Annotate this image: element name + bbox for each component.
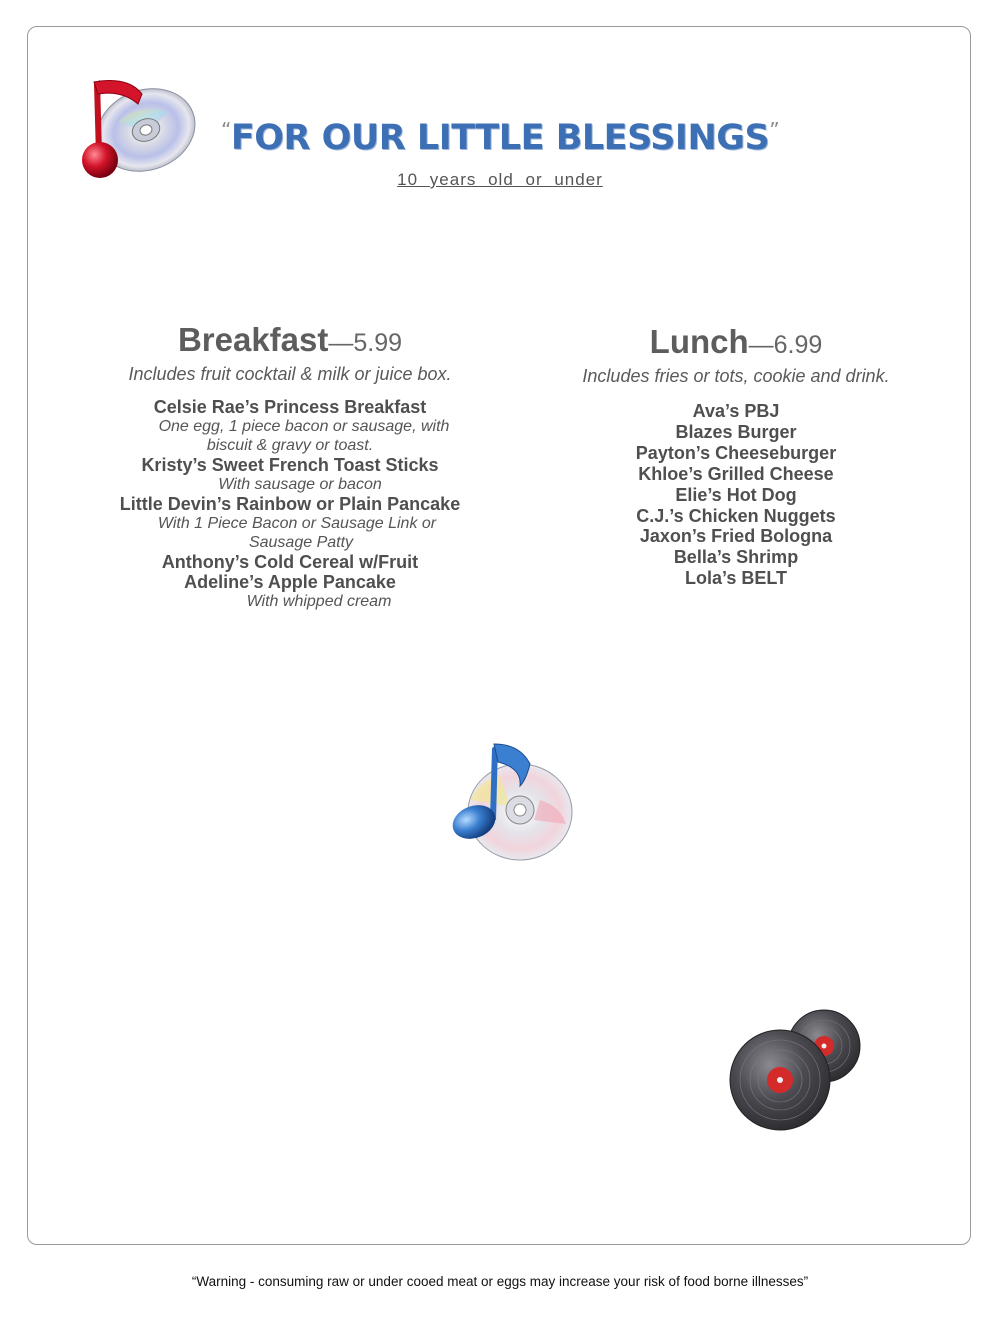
menu-item-detail: One egg, 1 piece bacon or sausage, with <box>158 418 450 435</box>
menu-item-detail: biscuit & gravy or toast. <box>206 437 374 454</box>
lunch-price: —6.99 <box>748 331 823 359</box>
menu-title <box>0 118 1000 158</box>
menu-item-name: Anthony’s Cold Cereal w/Fruit <box>161 552 419 572</box>
breakfast-description: Includes fruit cocktail & milk or juice box. <box>128 364 452 384</box>
open-quote: “ <box>220 118 231 142</box>
menu-item-name: Khloe’s Grilled Cheese <box>638 463 834 484</box>
menu-item-name: Celsie Rae’s Princess Breakfast <box>153 397 427 417</box>
breakfast-heading <box>100 318 480 362</box>
food-safety-warning: “Warning - consuming raw or under cooed meat or eggs may increase your risk of food borne illnesses” <box>191 1274 809 1289</box>
breakfast-section <box>100 318 480 611</box>
menu-item-name: Jaxon’s Fried Bologna <box>639 526 833 547</box>
menu-item-name: C.J.’s Chicken Nuggets <box>636 505 836 526</box>
lunch-name: Lunch <box>649 323 749 360</box>
breakfast-name: Breakfast <box>177 321 329 358</box>
lunch-heading <box>546 320 926 364</box>
menu-item-name: Payton’s Cheeseburger <box>635 442 837 463</box>
age-subtitle-text: 10 years old or under <box>397 170 603 189</box>
menu-item-detail: Sausage Patty <box>248 534 354 551</box>
title-text: FOR OUR LITTLE BLESSINGS <box>230 118 770 158</box>
blue-music-note-cd-icon <box>440 740 580 868</box>
lunch-section <box>546 320 926 589</box>
menu-item-detail: With 1 Piece Bacon or Sausage Link or <box>157 515 437 532</box>
age-subtitle <box>0 170 1000 190</box>
menu-item-name: Bella’s Shrimp <box>673 547 799 568</box>
menu-item-name: Blazes Burger <box>675 421 797 442</box>
breakfast-price: —5.99 <box>328 329 403 357</box>
lunch-description: Includes fries or tots, cookie and drink. <box>582 366 890 386</box>
lunch-items <box>546 401 926 589</box>
menu-item-detail: With sausage or bacon <box>218 476 382 493</box>
menu-item-name: Ava’s PBJ <box>692 401 780 421</box>
breakfast-items <box>100 397 480 611</box>
vinyl-records-icon <box>724 1008 869 1138</box>
menu-item-name: Kristy’s Sweet French Toast Sticks <box>141 455 439 475</box>
menu-item-name: Adeline’s Apple Pancake <box>184 572 396 592</box>
menu-item-detail: With whipped cream <box>246 593 392 610</box>
menu-item-name: Little Devin’s Rainbow or Plain Pancake <box>119 494 461 514</box>
menu-item-name: Elie’s Hot Dog <box>675 484 797 505</box>
menu-item-name: Lola’s BELT <box>684 568 787 589</box>
close-quote: ” <box>769 118 780 142</box>
